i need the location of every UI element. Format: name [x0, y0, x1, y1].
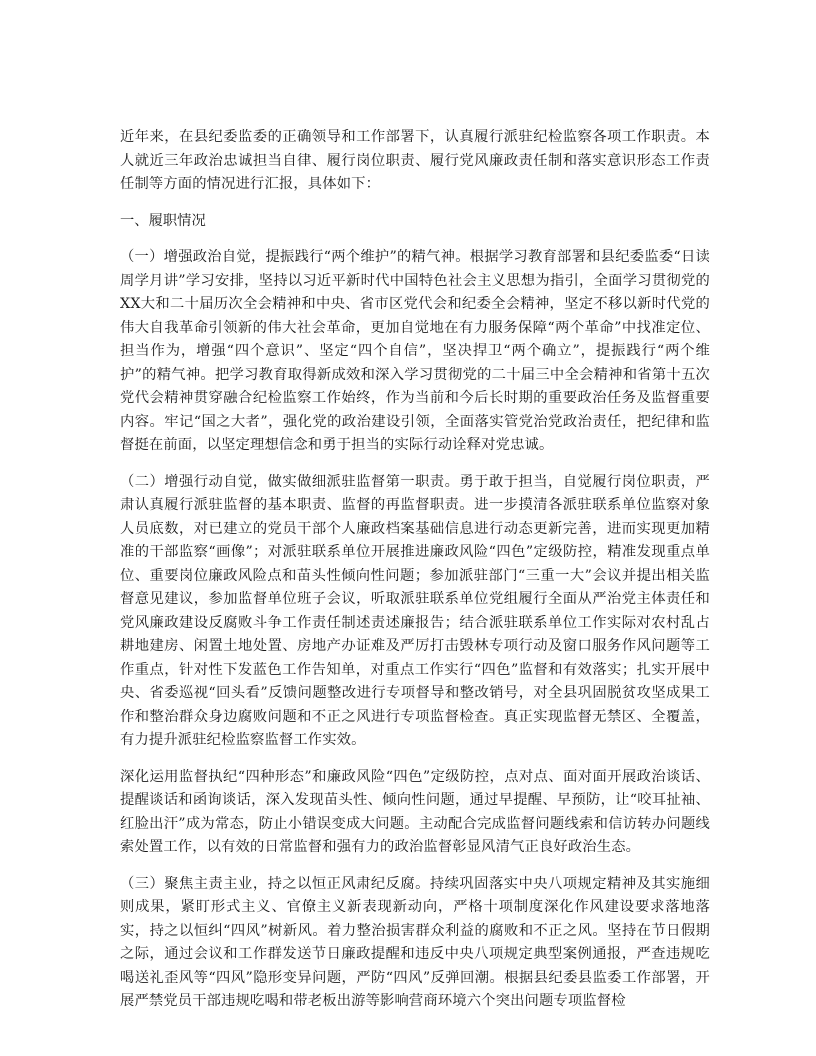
body-paragraph-3: 深化运用监督执纪“四种形态”和廉政风险“四色”定级防控，点对点、面对面开展政治谈话、提醒谈话和函询谈话，深入发现苗头性、倾向性问题，通过早提醒、早预防，让“咬耳扯袖、红脸出汗”成为常态，防止小错误变成大问题。主动配合完成监督问题线索和信访转办问题线索处置工作，以有效的日常监督和强有力的政治监督彰显风清气正良好政治生态。	[120, 768, 710, 855]
section-heading: 一、履职情况	[120, 212, 206, 229]
body-paragraph-2: （二）增强行动自觉，做实做细派驻监督第一职责。勇于敢于担当，自觉履行岗位职责，严肃认真履行派驻监督的基本职责、监督的再监督职责。进一步摸清各派驻联系单位监察对象人员底数，对已建立的党员干部个人廉政档案基础信息进行动态更新完善，进而实现更加精准的干部监察“画像”；对派驻联系单位开展推进廉政风险“四色”定级防控，精准发现重点单位、重要岗位廉政风险点和苗头性倾向性问题；参加派驻部门“三重一大”会议并提出相关监督意见建议，参加监督单位班子会议，听取派驻联系单位党组履行全面从严治党主体责任和党风廉政建设反腐败斗争工作责任制述责述廉报告；结合派驻联系单位工作实际对农村乱占耕地建房、闲置土地处置、房地产办证难及严厉打击毁林专项行动及窗口服务作风问题等工作重点，针对性下发蓝色工作告知单，对重点工作实行“四色”监督和有效落实；扎实开展中央、省委巡视“回头看”反馈问题整改进行专项督导和整改销号，对全县巩固脱贫攻坚成果工作和整治群众身边腐败问题和不正之风进行专项监督检查。真正实现监督无禁区、全覆盖，有力提升派驻纪检监察监督工作实效。	[120, 473, 710, 748]
body-paragraph-1: （一）增强政治自觉，提振践行“两个维护”的精气神。根据学习教育部署和县纪委监委“日读周学月讲”学习安排，坚持以习近平新时代中国特色社会主义思想为指引，全面学习贯彻党的XX大和二十届历次全会精神和中央、省市区党代会和纪委全会精神，坚定不移以新时代党的伟大自我革命引领新的伟大社会革命，更加自觉地在有力服务保障“两个革命”中找准定位、担当作为，增强“四个意识”、坚定“四个自信”，坚决捍卫“两个确立”，提振践行“两个维护”的精气神。把学习教育取得新成效和深入学习贯彻党的二十届三中全会精神和省第十五次党代会精神贯穿融合纪检监察工作始终，作为当前和今后长时期的重要政治任务及监督重要内容。牢记“国之大者”，强化党的政治建设引领，全面落实管党治党政治责任，把纪律和监督挺在前面，以坚定理想信念和勇于担当的实际行动诠释对党忠诚。	[120, 249, 710, 453]
body-paragraph-4: （三）聚焦主责主业，持之以恒正风肃纪反腐。持续巩固落实中央八项规定精神及其实施细则成果，紧盯形式主义、官僚主义新表现新动向，严格十项制度深化作风建设要求落地落实，持之以恒纠“四风”树新风。着力整治损害群众利益的腐败和不正之风。坚持在节日假期之际，通过会议和工作群发送节日廉政提醒和违反中央八项规定典型案例通报，严查违规吃喝送礼歪风等“四风”隐形变异问题，严防“四风”反弹回潮。根据县纪委县监委工作部署，开展严禁党员干部违规吃喝和带老板出游等影响营商环境六个突出问题专项监督检	[120, 875, 710, 1009]
intro-paragraph: 近年来，在县纪委监委的正确领导和工作部署下，认真履行派驻纪检监察各项工作职责。本人就近三年政治忠诚担当自律、履行岗位职责、履行党风廉政责任制和落实意识形态工作责任制等方面的情况进行汇报，具体如下：	[120, 129, 710, 192]
document-page	[120, 126, 710, 1027]
